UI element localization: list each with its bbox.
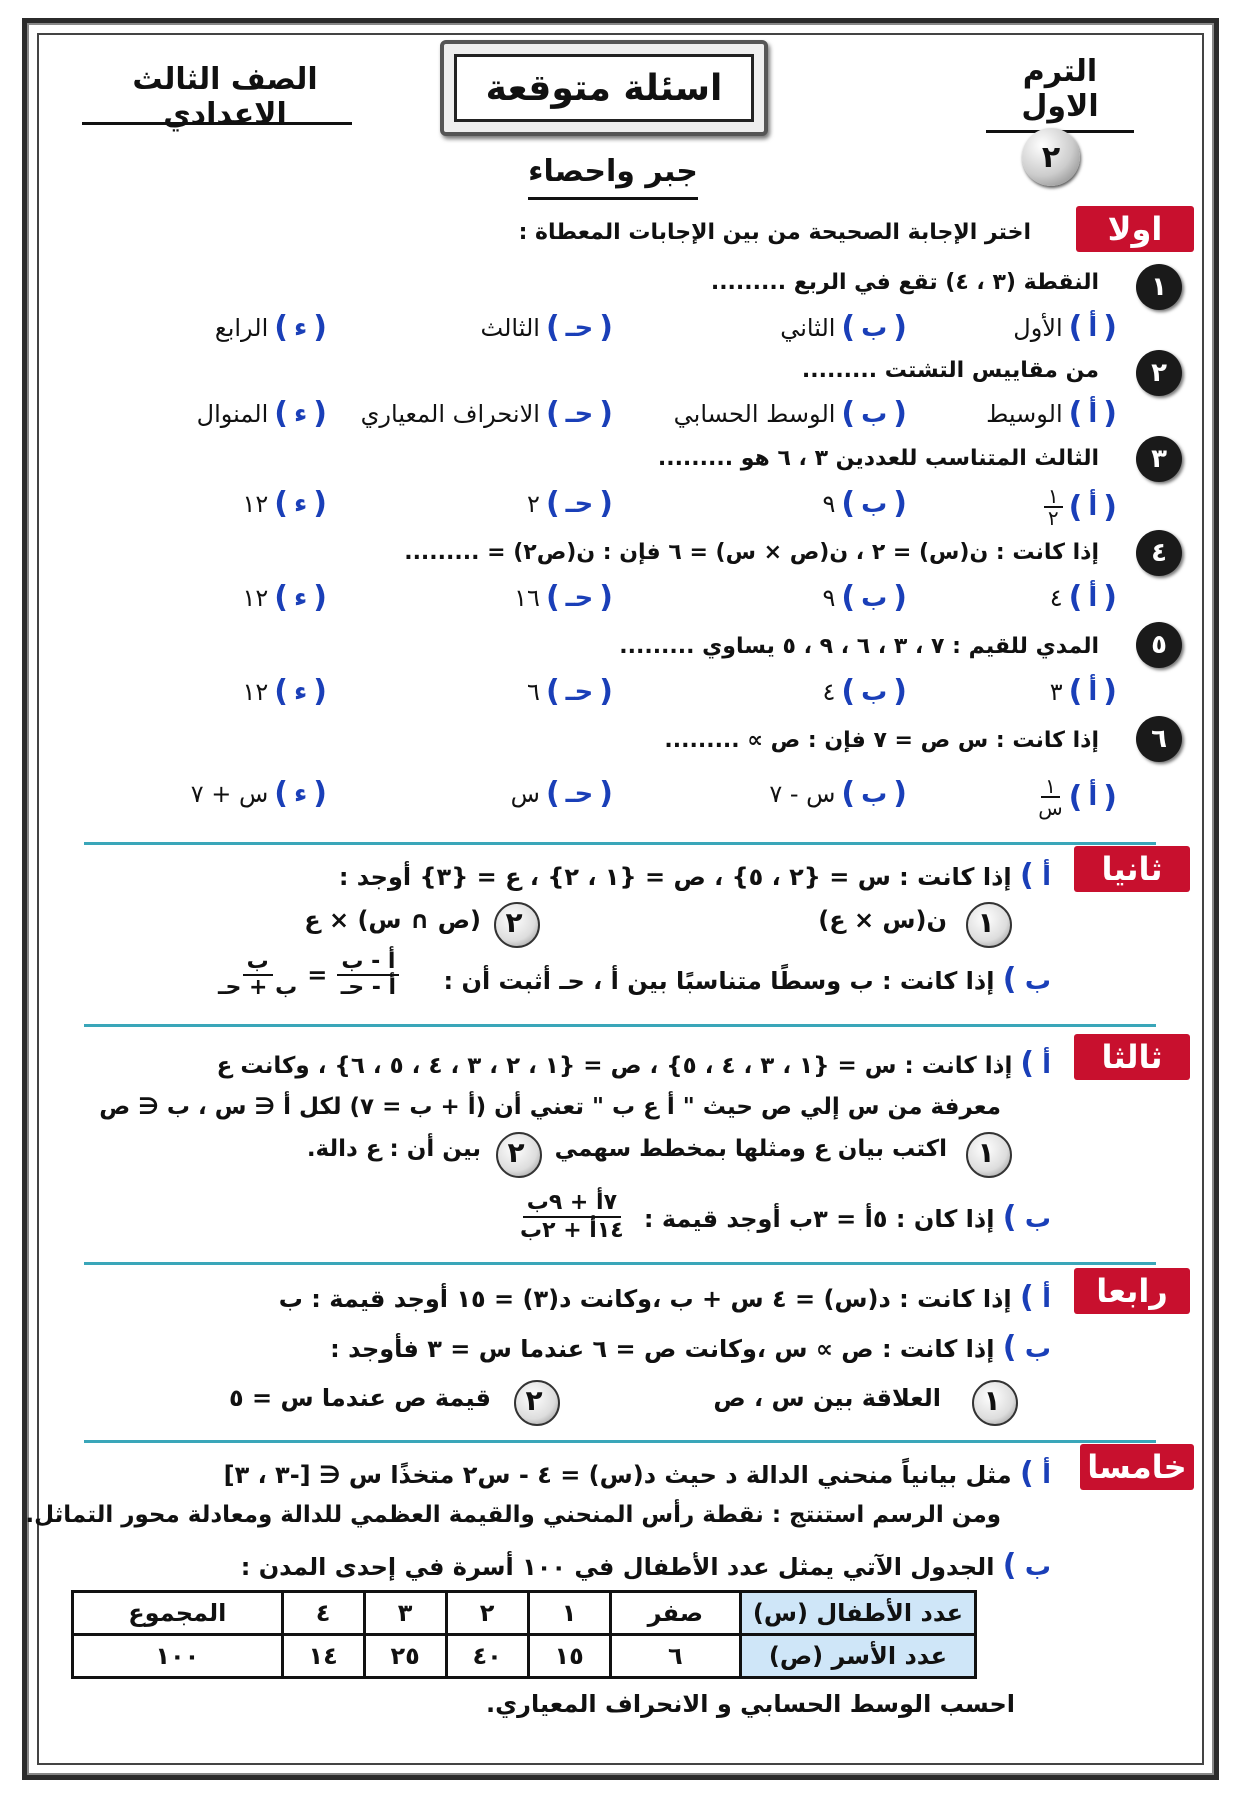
q2-option-d[interactable]: ( ء ) المنوال (196, 396, 327, 431)
question-number-5: ٥ (1136, 622, 1182, 668)
table-cell: ١٠٠ (73, 1635, 283, 1678)
children-frequency-table (71, 1590, 977, 1679)
s4-b2: قيمة ص عندما س = ٥ (228, 1384, 491, 1412)
q5-option-b[interactable]: ( ب ) ٤ (822, 674, 907, 709)
q2-option-c[interactable]: ( حـ ) الانحراف المعياري (360, 396, 613, 431)
subject-title: جبر واحصاء (528, 154, 698, 200)
table-cell: ١٥ (528, 1635, 610, 1678)
table-cell: ١ (528, 1592, 610, 1635)
term-label: الترم الاول (986, 54, 1134, 133)
s3-b-fraction: $\frac{\text{٧أ + ٩ب}}{\text{١٤أ + ٢ب}}$ (520, 1190, 624, 1243)
q6-option-b[interactable]: ( ب ) س - ٧ (769, 776, 907, 811)
table-cell: ٣ (364, 1592, 446, 1635)
s4-b1: العلاقة بين س ، ص (713, 1384, 941, 1412)
section-divider (84, 842, 1156, 845)
table-cell: صفر (610, 1592, 740, 1635)
s1-instruction: اختر الإجابة الصحيحة من بين الإجابات المعطاة : (518, 220, 1031, 245)
q4-option-c[interactable]: ( حـ ) ١٦ (514, 580, 613, 615)
table-cell: ٤ (282, 1592, 364, 1635)
s2-b-equation: $\frac{\text{ب}}{\text{ب + حـ}}$ = $\frac{\text{أ - ب}}{\text{أ - حـ}}$ (218, 950, 399, 1000)
section-divider (84, 1262, 1156, 1265)
s3-a2: بين أن : ع دالة. (306, 1136, 481, 1162)
q1-option-b[interactable]: ( ب ) الثاني (780, 310, 907, 345)
table-row (73, 1635, 976, 1678)
grade-underline (82, 122, 352, 125)
s2-a1: ن(س × ع) (818, 906, 947, 934)
q1-text: النقطة (٣ ، ٤) تقع في الربع ......... (710, 270, 1099, 295)
s2-a-sub1-badge: ١ (960, 898, 1012, 946)
q4-option-d[interactable]: ( ء ) ١٢ (242, 580, 327, 615)
q3-option-d[interactable]: ( ء ) ١٢ (242, 486, 327, 521)
q5-text: المدي للقيم : ٧ ، ٣ ، ٦ ، ٩ ، ٥ يساوي ......... (619, 634, 1099, 659)
table-cell: ٢ (446, 1592, 528, 1635)
section-label-fifth: خامسا (1080, 1444, 1194, 1490)
s2-part-b: ب ) إذا كانت : ب وسطًا متناسبًا بين أ ، حـ أثبت أن : (443, 962, 1051, 997)
question-number-6: ٦ (1136, 716, 1182, 762)
q4-option-b[interactable]: ( ب ) ٩ (822, 580, 907, 615)
section-divider (84, 1440, 1156, 1443)
table-cell: ٦ (610, 1635, 740, 1678)
q6-text: إذا كانت : س ص = ٧ فإن : ص ∝ ......... (664, 728, 1099, 753)
s3-part-a: أ ) إذا كانت : س = {١ ، ٣ ، ٤ ، ٥} ، ص = {١ ، ٢ ، ٣ ، ٤ ، ٥ ، ٦} ، وكانت ع (216, 1046, 1051, 1081)
q6-option-a[interactable]: ( أ ) $\frac{١}{\text{س}}$ (1038, 774, 1117, 820)
section-label-third: ثالثا (1074, 1034, 1190, 1080)
q2-option-b[interactable]: ( ب ) الوسط الحسابي (673, 396, 907, 431)
question-number-4: ٤ (1136, 530, 1182, 576)
q3-option-c[interactable]: ( حـ ) ٢ (527, 486, 613, 521)
s3-a-continued: معرفة من س إلي ص حيث " أ ع ب " تعني أن (أ + ب = ٧) لكل أ ∈ س ، ب ∈ ص (99, 1094, 1001, 1120)
s3-part-b: ب ) إذا كان : ٥أ = ٣ب أوجد قيمة : (643, 1200, 1051, 1235)
q6-option-d[interactable]: ( ء ) س + ٧ (190, 776, 327, 811)
section-label-second: ثانيا (1074, 846, 1190, 892)
title-box (440, 40, 768, 136)
table-cell: ١٤ (282, 1635, 364, 1678)
q1-option-a[interactable]: ( أ ) الأول (1013, 310, 1117, 345)
section-label-first: اولا (1076, 206, 1194, 252)
table-cell: عدد الأطفال (س) (741, 1592, 976, 1635)
sheet-number-badge: ٢ (1022, 128, 1080, 186)
table-cell: عدد الأسر (ص) (741, 1635, 976, 1678)
table-row (73, 1592, 976, 1635)
table-cell: ٤٠ (446, 1635, 528, 1678)
s3-a1: اكتب بيان ع ومثلها بمخطط سهمي (554, 1136, 947, 1162)
s4-b-sub1-badge: ١ (966, 1376, 1018, 1424)
section-divider (84, 1024, 1156, 1027)
question-number-3: ٣ (1136, 436, 1182, 482)
q6-option-c[interactable]: ( حـ ) س (510, 776, 613, 811)
s3-a-sub1-badge: ١ (960, 1128, 1012, 1176)
s2-a-sub2-badge: ٢ (488, 898, 540, 946)
q5-option-a[interactable]: ( أ ) ٣ (1049, 674, 1117, 709)
s5-part-b: ب ) الجدول الآتي يمثل عدد الأطفال في ١٠٠ أسرة في إحدى المدن : (240, 1548, 1051, 1583)
q5-option-d[interactable]: ( ء ) ١٢ (242, 674, 327, 709)
s5-final-instruction: احسب الوسط الحسابي و الانحراف المعياري. (486, 1690, 1015, 1718)
s5-part-a: أ ) مثل بيانياً منحني الدالة د حيث د(س) = ٤ - س٢ متخذًا س ∈ [-٣ ، ٣] (223, 1456, 1051, 1491)
s2-a2: (ص ∩ س) × ع (304, 906, 481, 934)
section-label-fourth: رابعا (1074, 1268, 1190, 1314)
s2-part-a: أ ) إذا كانت : س = {٢ ، ٥} ، ص = {١ ، ٢} ، ع = {٣} أوجد : (338, 858, 1051, 893)
s3-a-sub2-badge: ٢ (490, 1128, 542, 1176)
q2-text: من مقاييس التشتت ......... (801, 358, 1099, 383)
q5-option-c[interactable]: ( حـ ) ٦ (527, 674, 613, 709)
q2-option-a[interactable]: ( أ ) الوسيط (986, 396, 1117, 431)
page-title: اسئلة متوقعة (454, 54, 754, 122)
s4-part-a: أ ) إذا كانت : د(س) = ٤ س + ب ،وكانت د(٣) = ١٥ أوجد قيمة : ب (278, 1280, 1051, 1315)
q3-option-a[interactable]: ( أ ) $\frac{١}{٢}$ (1044, 486, 1117, 528)
question-number-2: ٢ (1136, 350, 1182, 396)
s5-a-continued: ومن الرسم استنتج : نقطة رأس المنحني والقيمة العظمي للدالة ومعادلة محور التماثل. (25, 1502, 1001, 1528)
grade-label: الصف الثالث الاعدادي (132, 62, 318, 132)
q3-option-b[interactable]: ( ب ) ٩ (822, 486, 907, 521)
q4-text: إذا كانت : ن(س) = ٢ ، ن(ص × س) = ٦ فإن : ن(ص٢) = ......... (404, 540, 1099, 565)
question-number-1: ١ (1136, 264, 1182, 310)
q1-option-c[interactable]: ( حـ ) الثالث (480, 310, 613, 345)
table-cell: المجموع (73, 1592, 283, 1635)
s4-part-b: ب ) إذا كانت : ص ∝ س ،وكانت ص = ٦ عندما س = ٣ فأوجد : (330, 1330, 1051, 1365)
s4-b-sub2-badge: ٢ (508, 1376, 560, 1424)
q4-option-a[interactable]: ( أ ) ٤ (1049, 580, 1117, 615)
q1-option-d[interactable]: ( ء ) الرابع (214, 310, 327, 345)
q3-text: الثالث المتناسب للعددين ٣ ، ٦ هو ......... (657, 446, 1099, 471)
table-cell: ٢٥ (364, 1635, 446, 1678)
